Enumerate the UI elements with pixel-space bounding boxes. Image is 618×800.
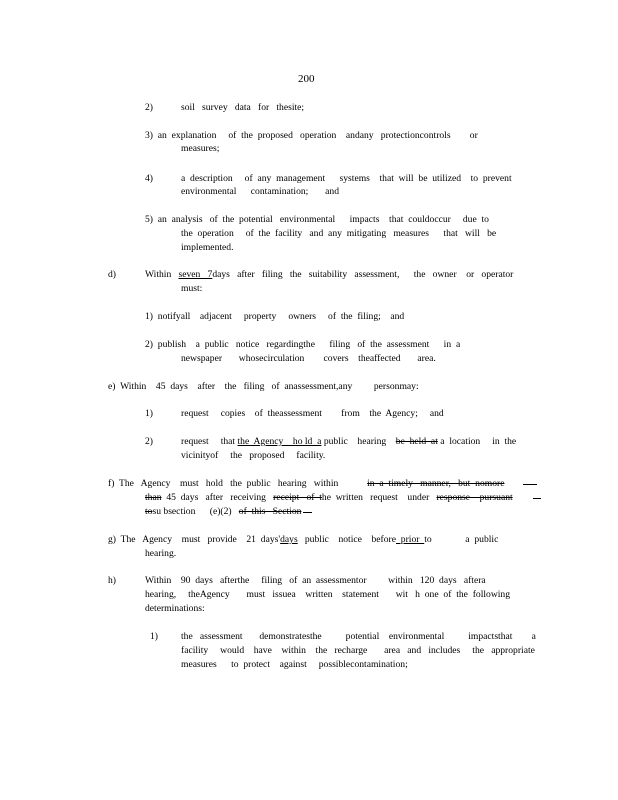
text-run: public hearing bbox=[321, 436, 396, 447]
section-d-line-2: must: bbox=[181, 283, 203, 294]
item-e2-line-2: vicinityof the proposed facility. bbox=[181, 450, 326, 461]
item-c4-line-2: environmental contamination; and bbox=[181, 186, 339, 197]
text-run: Within bbox=[145, 269, 179, 280]
deleted-text: response pursuant bbox=[436, 492, 513, 503]
text-run: a location in the bbox=[437, 436, 517, 447]
inserted-text: the Agency ho ld a bbox=[237, 436, 322, 447]
section-d-line-1 bbox=[145, 268, 513, 281]
inserted-text: seven 7 bbox=[178, 269, 213, 280]
item-c5-line-3: implemented. bbox=[181, 242, 234, 253]
item-c3-line-1: 3) an explanation of the proposed operation andany protectioncontrols or bbox=[145, 130, 478, 141]
item-c2-text: soil survey data for thesite; bbox=[181, 102, 305, 113]
section-f-line-3 bbox=[145, 505, 301, 518]
deleted-text: to bbox=[145, 506, 153, 517]
section-d-marker: d) bbox=[108, 269, 116, 280]
section-h-line-2: hearing, theAgency must issuea written statement wit h one of the following bbox=[145, 589, 511, 600]
section-g-line-2: hearing. bbox=[145, 548, 177, 559]
section-f-line-2 bbox=[145, 491, 513, 504]
inserted-text: days bbox=[280, 534, 298, 545]
deleted-text: of this Section bbox=[238, 506, 302, 517]
item-c3-line-2: measures; bbox=[181, 143, 220, 154]
strikethrough-tail bbox=[533, 498, 541, 499]
strikethrough-tail bbox=[303, 512, 312, 513]
item-d2-line-1: 2) publish a public notice regardingthe filing of the assessment in a bbox=[145, 339, 461, 350]
item-c5-line-1: 5) an analysis of the potential environmental impacts that couldoccur due to bbox=[145, 214, 489, 225]
section-g-line-1 bbox=[108, 533, 498, 546]
text-run: request that bbox=[181, 436, 238, 447]
item-h1-line-1: the assessment demonstratesthe potential environmental impactsthat a bbox=[181, 631, 536, 642]
item-c2-marker: 2) bbox=[145, 102, 153, 113]
section-h-marker: h) bbox=[108, 575, 116, 586]
text-run: days after filing the suitability assessment, the owner or operator bbox=[212, 269, 514, 280]
text-run: g) The Agency must provide 21 days' bbox=[108, 534, 281, 545]
item-h1-line-2: facility would have within the recharge area and includes the appropriate bbox=[181, 645, 535, 656]
deleted-text: receipt of t bbox=[273, 492, 322, 503]
item-h1-line-3: measures to protect against possiblecontamination; bbox=[181, 659, 408, 670]
deleted-text: than bbox=[145, 492, 162, 503]
section-h-line-1: Within 90 days afterthe filing of an assessmentor within 120 days aftera bbox=[145, 575, 486, 586]
text-run: to a public bbox=[424, 534, 499, 545]
item-c4-line-1: a description of any management systems that will be utilized to prevent bbox=[181, 173, 512, 184]
deleted-text: in a timely manner, but nomore bbox=[367, 478, 505, 489]
text-run: he written request under bbox=[321, 492, 437, 503]
section-e-line: e) Within 45 days after the filing of anassessment,any personmay: bbox=[108, 381, 419, 392]
item-h1-marker: 1) bbox=[150, 631, 158, 642]
text-run: public notice before bbox=[297, 534, 396, 545]
strikethrough-tail bbox=[523, 484, 537, 485]
item-d2-line-2: newspaper whosecirculation covers theaffected area. bbox=[181, 353, 436, 364]
item-c5-line-2: the operation of the facility and any mitigating measures that will be bbox=[181, 228, 497, 239]
text-run: su bsection (e)(2) bbox=[152, 506, 239, 517]
item-e1-text: request copies of theassessment from the Agency; and bbox=[181, 408, 444, 419]
section-f-line-1 bbox=[108, 477, 504, 490]
item-e1-marker: 1) bbox=[145, 408, 153, 419]
inserted-text: prior bbox=[396, 534, 425, 545]
deleted-text: be held at bbox=[395, 436, 438, 447]
page-number: 200 bbox=[298, 73, 315, 85]
item-c4-marker: 4) bbox=[145, 173, 153, 184]
text-run: 45 days after receiving bbox=[161, 492, 274, 503]
text-run: f) The Agency must hold the public hearing within bbox=[108, 478, 368, 489]
item-e2-line-1 bbox=[181, 435, 516, 448]
item-d1: 1) notifyall adjacent property owners of the filing; and bbox=[145, 311, 405, 322]
item-e2-marker: 2) bbox=[145, 436, 153, 447]
section-h-line-3: determinations: bbox=[145, 603, 205, 614]
